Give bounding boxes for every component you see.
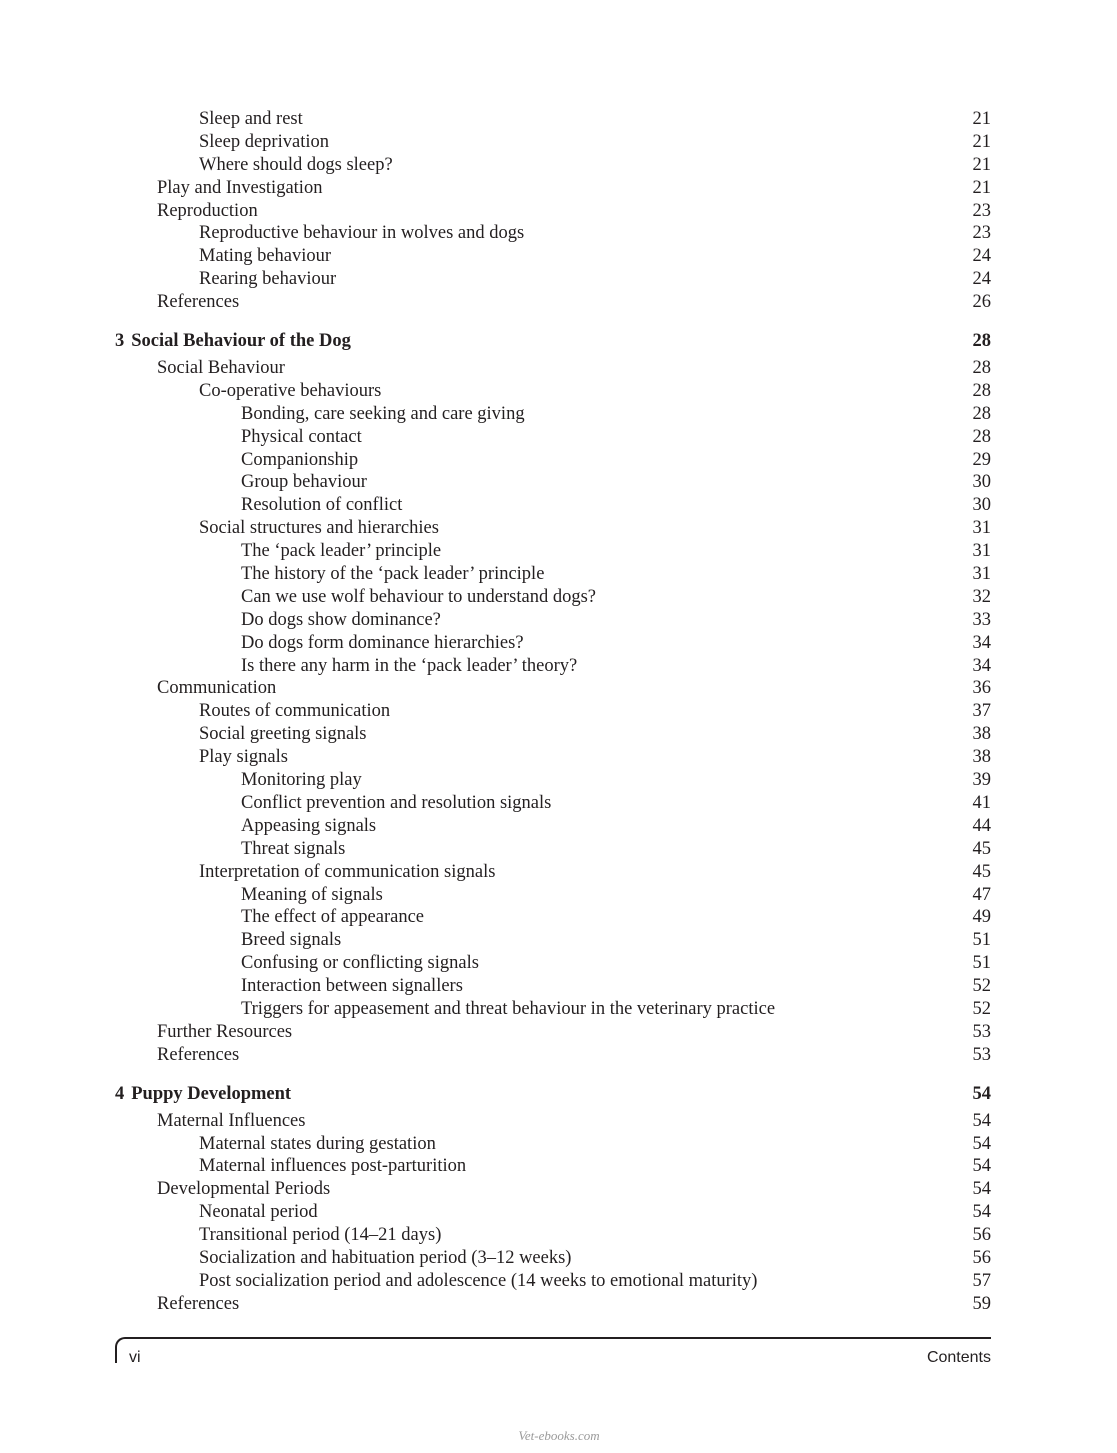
toc-entry[interactable] xyxy=(115,586,991,609)
toc-entry-page: 44 xyxy=(972,815,991,836)
toc-entry-page: 28 xyxy=(972,403,991,424)
toc-entry[interactable] xyxy=(115,723,991,746)
toc-entry-title: Confusing or conflicting signals xyxy=(241,953,479,974)
toc-entry-title: Can we use wolf behaviour to understand dogs? xyxy=(241,586,597,607)
chapter-number: 4 xyxy=(115,1083,125,1104)
toc-entry[interactable] xyxy=(115,1178,991,1201)
toc-entry-page: 47 xyxy=(972,884,991,905)
toc-entry[interactable] xyxy=(115,746,991,769)
toc-entry-title: Physical contact xyxy=(241,426,362,447)
toc-entry-title: Threat signals xyxy=(241,838,346,859)
toc-entry-page: 31 xyxy=(972,541,991,562)
footer-section-title: Contents xyxy=(926,1349,991,1366)
toc-entry[interactable] xyxy=(115,906,991,929)
toc-entry-title: Meaning of signals xyxy=(241,884,383,905)
toc-entry-page: 29 xyxy=(972,449,991,470)
toc-entry[interactable] xyxy=(115,245,991,268)
toc-entry-page: 54 xyxy=(972,1156,991,1177)
toc-entry[interactable] xyxy=(115,380,991,403)
toc-entry-page: 24 xyxy=(972,269,991,290)
toc-entry[interactable] xyxy=(115,1110,991,1133)
footer-page-number: vi xyxy=(129,1349,141,1366)
toc-entry[interactable] xyxy=(115,426,991,449)
toc-entry-title: Transitional period (14–21 days) xyxy=(199,1225,442,1246)
toc-entry-title: Appeasing signals xyxy=(241,815,377,836)
chapter-3-entries xyxy=(115,357,991,1067)
toc-entry[interactable] xyxy=(115,403,991,426)
toc-entry[interactable] xyxy=(115,655,991,678)
toc-entry-title: Do dogs form dominance hierarchies? xyxy=(241,632,524,653)
toc-entry-title: Further Resources xyxy=(157,1021,293,1042)
toc-entry-title: Interpretation of communication signals xyxy=(199,861,496,882)
toc-entry-page: 28 xyxy=(972,358,991,379)
toc-entry-page: 54 xyxy=(972,1110,991,1131)
toc-entry-title: Companionship xyxy=(241,449,359,470)
toc-entry-page: 30 xyxy=(972,495,991,516)
toc-entry[interactable] xyxy=(115,884,991,907)
chapter-heading-label xyxy=(115,326,351,357)
toc-entry[interactable] xyxy=(115,222,991,245)
toc-entry[interactable] xyxy=(115,1044,991,1067)
toc-entry-page: 23 xyxy=(972,223,991,244)
toc-entry[interactable] xyxy=(115,268,991,291)
toc-entry-title: Breed signals xyxy=(241,930,342,951)
toc-entry[interactable] xyxy=(115,471,991,494)
toc-entry-title: Bonding, care seeking and care giving xyxy=(241,403,525,424)
toc-entry-page: 34 xyxy=(972,632,991,653)
toc-entry-title: Maternal Influences xyxy=(157,1110,306,1131)
toc-entry-page: 53 xyxy=(972,1044,991,1065)
toc-entry[interactable] xyxy=(115,131,991,154)
toc-entry-page: 54 xyxy=(972,1202,991,1223)
chapter-title: Social Behaviour of the Dog xyxy=(131,331,351,352)
toc-entry-title: References xyxy=(157,1293,240,1314)
toc-entry[interactable] xyxy=(115,200,991,223)
toc-entry[interactable] xyxy=(115,154,991,177)
toc-entry-page: 36 xyxy=(972,678,991,699)
toc-entry-page: 31 xyxy=(972,518,991,539)
toc-entry-page: 21 xyxy=(972,154,991,175)
watermark-text: Vet-ebooks.com xyxy=(518,1428,600,1443)
toc-entry-title: Co-operative behaviours xyxy=(199,380,382,401)
toc-entry-title: Monitoring play xyxy=(241,770,362,791)
toc-entry-title: Play and Investigation xyxy=(157,177,323,198)
chapter-heading-label xyxy=(115,1079,291,1110)
toc-entry-page: 28 xyxy=(972,426,991,447)
toc-entry[interactable] xyxy=(115,1247,991,1270)
toc-entry[interactable] xyxy=(115,494,991,517)
toc-entry-title: Developmental Periods xyxy=(157,1179,331,1200)
toc-entry-title: Where should dogs sleep? xyxy=(199,154,393,175)
chapter-number: 3 xyxy=(115,331,125,352)
toc-entry[interactable] xyxy=(115,838,991,861)
toc-entry-page: 51 xyxy=(972,930,991,951)
toc-entry-page: 34 xyxy=(972,655,991,676)
toc-entry[interactable] xyxy=(115,861,991,884)
toc-entry-page: 24 xyxy=(972,246,991,267)
toc-entry-page: 56 xyxy=(972,1225,991,1246)
toc-entry-page: 51 xyxy=(972,953,991,974)
chapter-page-number: 54 xyxy=(972,1083,991,1104)
toc-entry-title: Sleep and rest xyxy=(199,109,303,129)
toc-entry-title: Do dogs show dominance? xyxy=(241,609,441,630)
toc-section-previous-chapter xyxy=(115,108,991,314)
toc-entry-page: 59 xyxy=(972,1293,991,1314)
toc-entry-title: Maternal states during gestation xyxy=(199,1133,436,1154)
footer-rule xyxy=(115,1337,991,1363)
toc-entry-title: Resolution of conflict xyxy=(241,495,403,516)
toc-entry[interactable] xyxy=(115,1293,991,1316)
toc-entry-title: Group behaviour xyxy=(241,472,367,493)
toc-entry-page: 54 xyxy=(972,1179,991,1200)
toc-entry-page: 31 xyxy=(972,564,991,585)
toc-entry-page: 39 xyxy=(972,770,991,791)
toc-entry[interactable] xyxy=(115,1270,991,1293)
toc-entry-title: The ‘pack leader’ principle xyxy=(241,541,442,562)
toc-entry[interactable] xyxy=(115,291,991,314)
toc-entry[interactable] xyxy=(115,517,991,540)
toc-entry[interactable] xyxy=(115,769,991,792)
toc-entry-page: 23 xyxy=(972,200,991,221)
toc-entry[interactable] xyxy=(115,792,991,815)
toc-entry-page: 26 xyxy=(972,292,991,313)
toc-entry-page: 41 xyxy=(972,792,991,813)
toc-entry-title: Is there any harm in the ‘pack leader’ theory? xyxy=(241,655,578,676)
toc-entry-title: References xyxy=(157,292,240,313)
toc-entry[interactable] xyxy=(115,952,991,975)
toc-entry[interactable] xyxy=(115,677,991,700)
toc-entry[interactable] xyxy=(115,563,991,586)
toc-entry[interactable] xyxy=(115,177,991,200)
toc-entry-page: 53 xyxy=(972,1021,991,1042)
toc-entry-page: 37 xyxy=(972,701,991,722)
toc-entry-page: 45 xyxy=(972,861,991,882)
chapter-4-entries xyxy=(115,1110,991,1316)
table-of-contents xyxy=(115,108,991,1316)
toc-entry-page: 28 xyxy=(972,380,991,401)
toc-entry-title: Play signals xyxy=(199,747,288,768)
toc-entry[interactable] xyxy=(115,540,991,563)
toc-entry-page: 21 xyxy=(972,177,991,198)
toc-entry-title: Post socialization period and adolescence (14 weeks to emotional maturity) xyxy=(199,1270,758,1291)
toc-entry-title: Conflict prevention and resolution signals xyxy=(241,792,552,813)
watermark-logo xyxy=(503,1424,615,1446)
toc-entry-title: Neonatal period xyxy=(199,1202,318,1223)
toc-entry[interactable] xyxy=(115,998,991,1021)
toc-entry-page: 38 xyxy=(972,747,991,768)
toc-entry-title: Maternal influences post-parturition xyxy=(199,1156,467,1177)
toc-entry[interactable] xyxy=(115,632,991,655)
toc-entry[interactable] xyxy=(115,1224,991,1247)
toc-entry-title: Reproduction xyxy=(157,200,258,221)
toc-entry[interactable] xyxy=(115,609,991,632)
toc-entry-title: Triggers for appeasement and threat behaviour in the veterinary practice xyxy=(241,998,776,1019)
toc-entry[interactable] xyxy=(115,1155,991,1178)
toc-entry[interactable] xyxy=(115,1201,991,1224)
toc-entry-title: References xyxy=(157,1044,240,1065)
toc-entry-page: 57 xyxy=(972,1270,991,1291)
toc-entry[interactable] xyxy=(115,1021,991,1044)
toc-entry[interactable] xyxy=(115,449,991,472)
chapter-title: Puppy Development xyxy=(131,1083,292,1104)
toc-entry-title: Social Behaviour xyxy=(157,358,285,379)
toc-entry-title: The history of the ‘pack leader’ principle xyxy=(241,564,545,585)
toc-entry-title: The effect of appearance xyxy=(241,907,424,928)
toc-entry-title: Social greeting signals xyxy=(199,724,367,745)
toc-entry-page: 52 xyxy=(972,976,991,997)
toc-entry[interactable] xyxy=(115,975,991,998)
chapter-heading[interactable] xyxy=(115,326,991,357)
toc-entry-page: 49 xyxy=(972,907,991,928)
toc-entry-title: Routes of communication xyxy=(199,701,391,722)
toc-entry-page: 30 xyxy=(972,472,991,493)
toc-entry-title: Mating behaviour xyxy=(199,246,332,267)
toc-entry[interactable] xyxy=(115,357,991,380)
toc-entry-page: 21 xyxy=(972,131,991,152)
toc-entry-page: 38 xyxy=(972,724,991,745)
toc-entry[interactable] xyxy=(115,929,991,952)
chapter-heading[interactable] xyxy=(115,1079,991,1110)
toc-entry-page: 54 xyxy=(972,1133,991,1154)
toc-entry[interactable] xyxy=(115,108,991,131)
toc-entry-title: Sleep deprivation xyxy=(199,131,329,152)
toc-entry-page: 56 xyxy=(972,1247,991,1268)
chapter-page-number: 28 xyxy=(972,331,991,352)
toc-entry[interactable] xyxy=(115,815,991,838)
toc-entry[interactable] xyxy=(115,1133,991,1156)
toc-entry-page: 21 xyxy=(972,109,991,129)
toc-entry-title: Social structures and hierarchies xyxy=(199,518,439,539)
toc-entry-title: Reproductive behaviour in wolves and dogs xyxy=(199,223,525,244)
toc-entry-title: Communication xyxy=(157,678,277,699)
toc-entry-page: 33 xyxy=(972,609,991,630)
toc-entry-title: Interaction between signallers xyxy=(241,976,463,997)
toc-entry-page: 32 xyxy=(972,586,991,607)
toc-entry-title: Rearing behaviour xyxy=(199,269,337,290)
toc-entry-title: Socialization and habituation period (3–12 weeks) xyxy=(199,1247,572,1268)
toc-entry-page: 52 xyxy=(972,998,991,1019)
toc-entry[interactable] xyxy=(115,700,991,723)
toc-entry-page: 45 xyxy=(972,838,991,859)
